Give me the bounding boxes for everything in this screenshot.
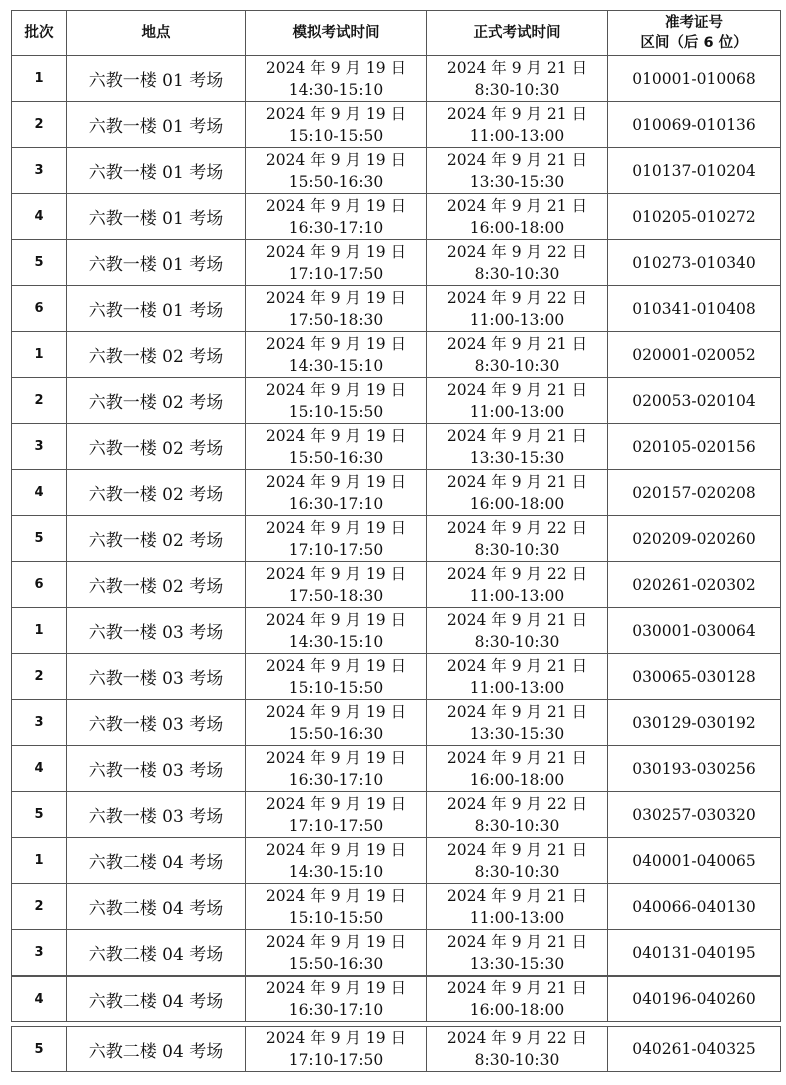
batch-cell: 2	[12, 102, 67, 148]
ticket-range-cell: 020157-020208	[608, 470, 781, 516]
mock-time-cell	[246, 378, 427, 424]
formal-date: 2024 年 9 月 21 日	[446, 426, 588, 445]
table-body-continued-2	[12, 1027, 781, 1072]
mock-time-cell	[246, 700, 427, 746]
mock-date: 2024 年 9 月 19 日	[265, 380, 407, 399]
mock-date: 2024 年 9 月 19 日	[265, 564, 407, 583]
batch-cell: 5	[12, 1027, 67, 1072]
formal-time-cell	[427, 792, 608, 838]
mock-hours: 14:30-15:10	[288, 80, 384, 99]
mock-hours: 15:10-15:50	[288, 678, 384, 697]
mock-hours: 17:10-17:50	[288, 816, 384, 835]
formal-date: 2024 年 9 月 21 日	[446, 380, 588, 399]
formal-date: 2024 年 9 月 22 日	[446, 794, 588, 813]
mock-date: 2024 年 9 月 19 日	[265, 104, 407, 123]
formal-date: 2024 年 9 月 21 日	[446, 610, 588, 629]
location-cell: 六教一楼 01 考场	[67, 286, 246, 332]
header-mock-time: 模拟考试时间	[246, 11, 427, 56]
formal-date: 2024 年 9 月 21 日	[446, 104, 588, 123]
batch-cell: 6	[12, 562, 67, 608]
header-formal-time: 正式考试时间	[427, 11, 608, 56]
mock-time-cell	[246, 56, 427, 102]
mock-time-cell	[246, 930, 427, 976]
mock-time-cell	[246, 608, 427, 654]
ticket-range-cell: 010137-010204	[608, 148, 781, 194]
ticket-range-cell: 030129-030192	[608, 700, 781, 746]
mock-time-cell	[246, 516, 427, 562]
header-ticket-range	[608, 11, 781, 56]
formal-date: 2024 年 9 月 21 日	[446, 702, 588, 721]
batch-cell: 3	[12, 930, 67, 976]
formal-time-cell	[427, 378, 608, 424]
formal-time-cell	[427, 977, 608, 1022]
mock-date: 2024 年 9 月 19 日	[265, 656, 407, 675]
ticket-range-cell: 010273-010340	[608, 240, 781, 286]
formal-hours: 11:00-13:00	[469, 310, 565, 329]
location-cell: 六教一楼 01 考场	[67, 148, 246, 194]
ticket-range-cell: 010341-010408	[608, 286, 781, 332]
ticket-range-cell: 020261-020302	[608, 562, 781, 608]
mock-time-cell	[246, 240, 427, 286]
table-row	[12, 424, 781, 470]
ticket-range-cell: 010205-010272	[608, 194, 781, 240]
formal-hours: 8:30-10:30	[474, 80, 560, 99]
table-row	[12, 102, 781, 148]
mock-hours: 17:50-18:30	[288, 310, 384, 329]
formal-date: 2024 年 9 月 22 日	[446, 288, 588, 307]
batch-cell: 4	[12, 977, 67, 1022]
mock-time-cell	[246, 424, 427, 470]
header-ticket-line1: 准考证号	[665, 15, 723, 31]
formal-date: 2024 年 9 月 21 日	[446, 334, 588, 353]
mock-hours: 15:10-15:50	[288, 402, 384, 421]
mock-time-cell	[246, 977, 427, 1022]
location-cell: 六教一楼 03 考场	[67, 700, 246, 746]
location-cell: 六教一楼 02 考场	[67, 424, 246, 470]
table-row	[12, 516, 781, 562]
table-row	[12, 240, 781, 286]
formal-date: 2024 年 9 月 22 日	[446, 564, 588, 583]
mock-hours: 14:30-15:10	[288, 862, 384, 881]
exam-schedule-table-continued-2	[11, 1026, 781, 1072]
table-row	[12, 792, 781, 838]
mock-date: 2024 年 9 月 19 日	[265, 794, 407, 813]
mock-date: 2024 年 9 月 19 日	[265, 979, 407, 997]
ticket-range-cell: 020105-020156	[608, 424, 781, 470]
header-ticket-line2: 区间（后 6 位）	[640, 35, 748, 51]
location-cell: 六教一楼 01 考场	[67, 240, 246, 286]
ticket-range-cell: 030001-030064	[608, 608, 781, 654]
formal-time-cell	[427, 332, 608, 378]
formal-time-cell	[427, 930, 608, 976]
formal-date: 2024 年 9 月 22 日	[446, 1029, 588, 1047]
mock-date: 2024 年 9 月 19 日	[265, 150, 407, 169]
formal-date: 2024 年 9 月 21 日	[446, 840, 588, 859]
table-body	[12, 56, 781, 976]
mock-time-cell	[246, 654, 427, 700]
formal-hours: 13:30-15:30	[469, 172, 565, 191]
location-cell: 六教一楼 02 考场	[67, 378, 246, 424]
batch-cell: 4	[12, 746, 67, 792]
batch-cell: 1	[12, 838, 67, 884]
mock-time-cell	[246, 792, 427, 838]
mock-hours: 17:10-17:50	[288, 1051, 384, 1069]
location-cell: 六教一楼 03 考场	[67, 792, 246, 838]
table-row	[12, 930, 781, 976]
mock-hours: 16:30-17:10	[288, 494, 384, 513]
formal-time-cell	[427, 700, 608, 746]
ticket-range-cell: 040066-040130	[608, 884, 781, 930]
batch-cell: 1	[12, 332, 67, 378]
ticket-range-cell: 020209-020260	[608, 516, 781, 562]
formal-time-cell	[427, 470, 608, 516]
mock-date: 2024 年 9 月 19 日	[265, 334, 407, 353]
formal-time-cell	[427, 838, 608, 884]
formal-hours: 8:30-10:30	[474, 540, 560, 559]
mock-time-cell	[246, 194, 427, 240]
formal-date: 2024 年 9 月 21 日	[446, 58, 588, 77]
formal-time-cell	[427, 56, 608, 102]
mock-date: 2024 年 9 月 19 日	[265, 1029, 407, 1047]
batch-cell: 4	[12, 194, 67, 240]
location-cell: 六教一楼 01 考场	[67, 102, 246, 148]
formal-date: 2024 年 9 月 21 日	[446, 656, 588, 675]
formal-hours: 11:00-13:00	[469, 678, 565, 697]
mock-hours: 16:30-17:10	[288, 218, 384, 237]
formal-time-cell	[427, 608, 608, 654]
formal-time-cell	[427, 746, 608, 792]
location-cell: 六教二楼 04 考场	[67, 838, 246, 884]
location-cell: 六教一楼 02 考场	[67, 332, 246, 378]
batch-cell: 3	[12, 148, 67, 194]
mock-time-cell	[246, 562, 427, 608]
formal-date: 2024 年 9 月 21 日	[446, 196, 588, 215]
mock-date: 2024 年 9 月 19 日	[265, 702, 407, 721]
ticket-range-cell: 010069-010136	[608, 102, 781, 148]
formal-date: 2024 年 9 月 21 日	[446, 150, 588, 169]
mock-hours: 15:50-16:30	[288, 448, 384, 467]
mock-hours: 15:10-15:50	[288, 908, 384, 927]
formal-time-cell	[427, 194, 608, 240]
formal-hours: 16:00-18:00	[469, 1001, 565, 1019]
mock-time-cell	[246, 746, 427, 792]
location-cell: 六教一楼 01 考场	[67, 56, 246, 102]
location-cell: 六教一楼 02 考场	[67, 516, 246, 562]
table-header-row	[12, 11, 781, 56]
mock-hours: 15:50-16:30	[288, 954, 384, 973]
table-row	[12, 977, 781, 1022]
ticket-range-cell: 040131-040195	[608, 930, 781, 976]
formal-time-cell	[427, 148, 608, 194]
formal-date: 2024 年 9 月 21 日	[446, 748, 588, 767]
mock-date: 2024 年 9 月 19 日	[265, 288, 407, 307]
exam-schedule-table-continued	[11, 976, 781, 1022]
table-row	[12, 884, 781, 930]
formal-hours: 8:30-10:30	[474, 816, 560, 835]
mock-hours: 14:30-15:10	[288, 356, 384, 375]
mock-time-cell	[246, 286, 427, 332]
batch-cell: 3	[12, 424, 67, 470]
table-row	[12, 1027, 781, 1072]
formal-time-cell	[427, 424, 608, 470]
mock-date: 2024 年 9 月 19 日	[265, 472, 407, 491]
mock-time-cell	[246, 332, 427, 378]
formal-time-cell	[427, 884, 608, 930]
table-row	[12, 194, 781, 240]
formal-hours: 13:30-15:30	[469, 954, 565, 973]
formal-date: 2024 年 9 月 22 日	[446, 242, 588, 261]
ticket-range-cell: 020001-020052	[608, 332, 781, 378]
formal-hours: 8:30-10:30	[474, 356, 560, 375]
table-row	[12, 56, 781, 102]
formal-date: 2024 年 9 月 21 日	[446, 932, 588, 951]
batch-cell: 2	[12, 884, 67, 930]
location-cell: 六教二楼 04 考场	[67, 930, 246, 976]
batch-cell: 5	[12, 240, 67, 286]
exam-schedule-document	[11, 10, 780, 1072]
formal-hours: 8:30-10:30	[474, 862, 560, 881]
location-cell: 六教一楼 02 考场	[67, 562, 246, 608]
location-cell: 六教二楼 04 考场	[67, 977, 246, 1022]
table-body-continued	[12, 977, 781, 1022]
mock-hours: 17:10-17:50	[288, 540, 384, 559]
table-row	[12, 700, 781, 746]
formal-time-cell	[427, 516, 608, 562]
exam-schedule-table	[11, 10, 781, 976]
mock-date: 2024 年 9 月 19 日	[265, 840, 407, 859]
mock-hours: 15:10-15:50	[288, 126, 384, 145]
mock-date: 2024 年 9 月 19 日	[265, 426, 407, 445]
table-row	[12, 562, 781, 608]
batch-cell: 5	[12, 792, 67, 838]
mock-date: 2024 年 9 月 19 日	[265, 610, 407, 629]
batch-cell: 4	[12, 470, 67, 516]
table-row	[12, 654, 781, 700]
mock-time-cell	[246, 470, 427, 516]
formal-hours: 13:30-15:30	[469, 448, 565, 467]
ticket-range-cell: 010001-010068	[608, 56, 781, 102]
table-row	[12, 332, 781, 378]
formal-hours: 11:00-13:00	[469, 908, 565, 927]
ticket-range-cell: 040001-040065	[608, 838, 781, 884]
mock-date: 2024 年 9 月 19 日	[265, 886, 407, 905]
ticket-range-cell: 040261-040325	[608, 1027, 781, 1072]
batch-cell: 2	[12, 654, 67, 700]
table-row	[12, 148, 781, 194]
formal-time-cell	[427, 102, 608, 148]
formal-time-cell	[427, 562, 608, 608]
mock-date: 2024 年 9 月 19 日	[265, 748, 407, 767]
location-cell: 六教一楼 03 考场	[67, 608, 246, 654]
location-cell: 六教一楼 03 考场	[67, 654, 246, 700]
batch-cell: 1	[12, 56, 67, 102]
formal-time-cell	[427, 654, 608, 700]
formal-date: 2024 年 9 月 21 日	[446, 979, 588, 997]
mock-time-cell	[246, 838, 427, 884]
ticket-range-cell: 020053-020104	[608, 378, 781, 424]
table-row	[12, 746, 781, 792]
table-row	[12, 470, 781, 516]
formal-hours: 8:30-10:30	[474, 264, 560, 283]
formal-hours: 16:00-18:00	[469, 494, 565, 513]
formal-hours: 8:30-10:30	[474, 1051, 560, 1069]
formal-time-cell	[427, 286, 608, 332]
mock-date: 2024 年 9 月 19 日	[265, 518, 407, 537]
ticket-range-cell: 040196-040260	[608, 977, 781, 1022]
mock-time-cell	[246, 884, 427, 930]
mock-hours: 17:50-18:30	[288, 586, 384, 605]
formal-hours: 13:30-15:30	[469, 724, 565, 743]
mock-hours: 14:30-15:10	[288, 632, 384, 651]
batch-cell: 1	[12, 608, 67, 654]
mock-hours: 16:30-17:10	[288, 770, 384, 789]
table-row	[12, 378, 781, 424]
formal-time-cell	[427, 1027, 608, 1072]
table-row	[12, 838, 781, 884]
location-cell: 六教一楼 01 考场	[67, 194, 246, 240]
batch-cell: 6	[12, 286, 67, 332]
batch-cell: 2	[12, 378, 67, 424]
mock-hours: 15:50-16:30	[288, 172, 384, 191]
mock-date: 2024 年 9 月 19 日	[265, 58, 407, 77]
mock-hours: 16:30-17:10	[288, 1001, 384, 1019]
location-cell: 六教二楼 04 考场	[67, 884, 246, 930]
formal-time-cell	[427, 240, 608, 286]
location-cell: 六教二楼 04 考场	[67, 1027, 246, 1072]
ticket-range-cell: 030193-030256	[608, 746, 781, 792]
batch-cell: 5	[12, 516, 67, 562]
formal-hours: 16:00-18:00	[469, 770, 565, 789]
formal-hours: 11:00-13:00	[469, 126, 565, 145]
header-batch: 批次	[12, 11, 67, 56]
mock-date: 2024 年 9 月 19 日	[265, 932, 407, 951]
location-cell: 六教一楼 03 考场	[67, 746, 246, 792]
mock-hours: 15:50-16:30	[288, 724, 384, 743]
formal-hours: 11:00-13:00	[469, 402, 565, 421]
mock-time-cell	[246, 102, 427, 148]
formal-date: 2024 年 9 月 22 日	[446, 518, 588, 537]
ticket-range-cell: 030065-030128	[608, 654, 781, 700]
table-row	[12, 286, 781, 332]
location-cell: 六教一楼 02 考场	[67, 470, 246, 516]
mock-hours: 17:10-17:50	[288, 264, 384, 283]
mock-time-cell	[246, 148, 427, 194]
formal-date: 2024 年 9 月 21 日	[446, 886, 588, 905]
header-location: 地点	[67, 11, 246, 56]
mock-time-cell	[246, 1027, 427, 1072]
mock-date: 2024 年 9 月 19 日	[265, 242, 407, 261]
mock-date: 2024 年 9 月 19 日	[265, 196, 407, 215]
batch-cell: 3	[12, 700, 67, 746]
formal-date: 2024 年 9 月 21 日	[446, 472, 588, 491]
table-row	[12, 608, 781, 654]
ticket-range-cell: 030257-030320	[608, 792, 781, 838]
formal-hours: 11:00-13:00	[469, 586, 565, 605]
formal-hours: 16:00-18:00	[469, 218, 565, 237]
formal-hours: 8:30-10:30	[474, 632, 560, 651]
